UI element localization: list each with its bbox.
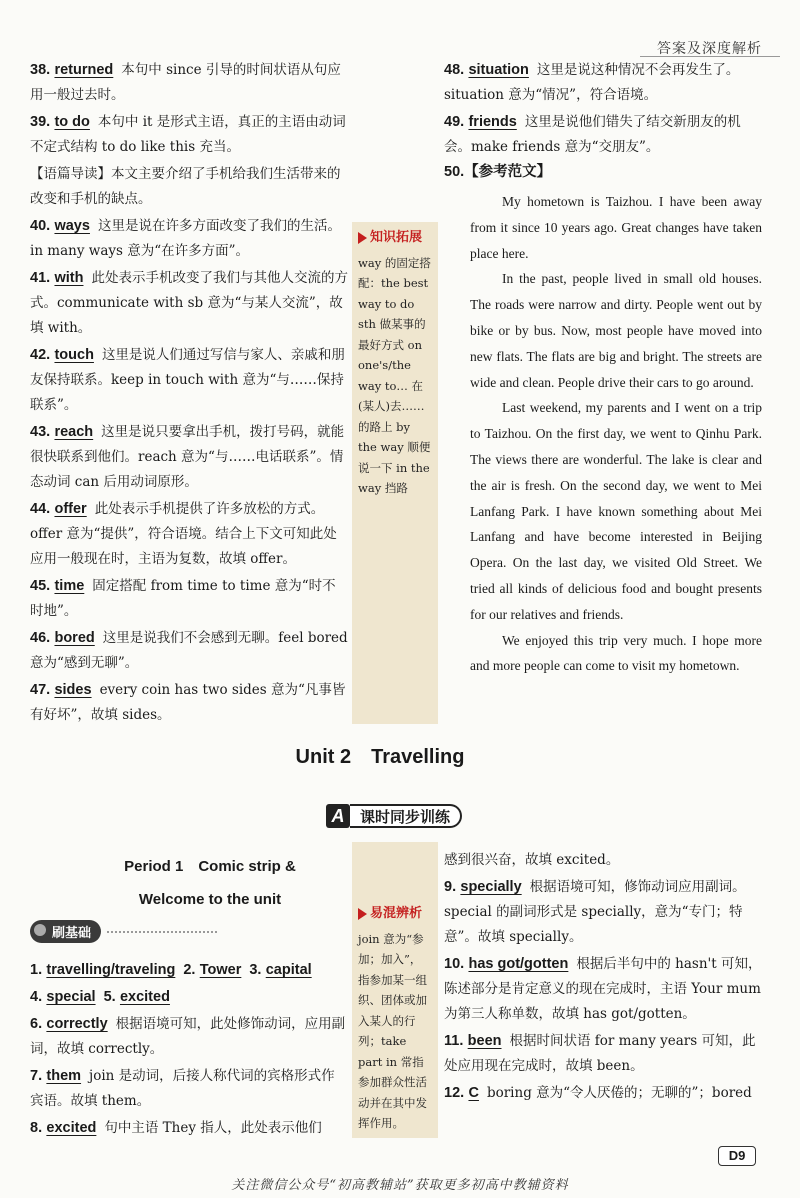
right-top-column bbox=[444, 58, 762, 162]
section-badge bbox=[326, 803, 462, 829]
explanation: 本句中 since 引导的时间状语从句应用一般过去时。 bbox=[30, 62, 341, 103]
answer-item bbox=[30, 958, 348, 983]
item-number: 39. bbox=[30, 114, 51, 130]
explanation: 根据语境可知，修饰动词应用副词。special 的副词形式是 specially，意为“专门；特意”。故填 specially。 bbox=[444, 879, 746, 945]
item-number: 38. bbox=[30, 62, 51, 78]
explanation: every coin has two sides 意为“凡事皆有好坏”，故填 sides。 bbox=[30, 682, 346, 723]
item-number: 4. bbox=[30, 989, 43, 1005]
knowledge-sidebar bbox=[352, 222, 438, 724]
right-bottom-column bbox=[444, 848, 762, 1108]
arrow-icon bbox=[358, 908, 367, 920]
footer-note: 关注微信公众号“初高教辅站”获取更多初高中教辅资料 bbox=[231, 1178, 569, 1193]
sidebar-text: way 的固定搭配：the best way to do sth 做某事的最好方式 on one's/the way to… 在(某人)去……的路上 by the way 顺便说一下 in the way 挡路 bbox=[358, 255, 431, 495]
sidebar-title: 易混辨析 bbox=[370, 906, 423, 921]
essay-paragraph: We enjoyed this trip very much. I hope more and more people can come to visit my hometown. bbox=[470, 632, 762, 674]
item-number: 1. bbox=[30, 962, 43, 978]
badge-text: 课时同步训练 bbox=[350, 804, 462, 828]
answer-word: offer bbox=[54, 501, 87, 517]
explanation: 根据语境可知，此处修饰动词，应用副词，故填 correctly。 bbox=[30, 1016, 346, 1057]
explanation: 句中主语 They 指人，此处表示他们 bbox=[104, 1120, 322, 1136]
item-number: 7. bbox=[30, 1068, 43, 1084]
item-number: 47. bbox=[30, 682, 51, 698]
item-number: 40. bbox=[30, 218, 51, 234]
answer-item bbox=[30, 1116, 348, 1141]
answer-word: been bbox=[467, 1033, 502, 1049]
item-number: 42. bbox=[30, 347, 51, 363]
page-number: D9 bbox=[718, 1146, 756, 1166]
essay-paragraph: Last weekend, my parents and I went on a trip to Taizhou. On the first day, we went to Qinhu Park. The views there are wonderful. The lake is clear and the air is fresh. On the second day, we went to Mei Lanfang Park. I have known something about Mei Lanfang and have become interested in Beijing Opera. On the last day, we visited Old Street. We tried all kinds of delicious food and bought presents for our relatives and friends. bbox=[470, 400, 762, 622]
item-number: 9. bbox=[444, 879, 457, 895]
essay-body bbox=[470, 189, 762, 679]
essay-paragraph: My hometown is Taizhou. I have been away from it since 10 years ago. Great changes have taken place here. bbox=[470, 194, 762, 261]
answer-word: C bbox=[468, 1085, 479, 1101]
answer-item bbox=[30, 497, 348, 572]
section-tag-label: 刷基础 bbox=[30, 920, 101, 943]
answer-word: excited bbox=[46, 1120, 97, 1136]
answer-item bbox=[30, 985, 348, 1010]
answer-word: sides bbox=[54, 682, 92, 698]
explanation: boring 意为“令人厌倦的；无聊的”；bored bbox=[486, 1085, 752, 1101]
item-number: 45. bbox=[30, 578, 51, 594]
answer-item bbox=[444, 848, 762, 873]
answer-item bbox=[30, 266, 348, 341]
answer-item bbox=[30, 110, 348, 160]
answer-word: travelling/traveling bbox=[46, 962, 176, 978]
answer-item bbox=[30, 1064, 348, 1114]
answer-word: excited bbox=[119, 989, 170, 1005]
explanation: 这里是说在许多方面改变了我们的生活。in many ways 意为“在许多方面”。 bbox=[30, 218, 341, 259]
item-number: 3. bbox=[249, 962, 262, 978]
left-top-column bbox=[30, 58, 348, 730]
answer-word: returned bbox=[54, 62, 114, 78]
explanation: 这里是说这种情况不会再发生了。situation 意为“情况”，符合语境。 bbox=[444, 62, 740, 103]
item-number: 2. bbox=[183, 962, 196, 978]
answer-item bbox=[444, 58, 762, 108]
answer-word: Tower bbox=[199, 962, 242, 978]
item-number: 41. bbox=[30, 270, 51, 286]
answer-word: time bbox=[54, 578, 85, 594]
period-heading bbox=[70, 850, 350, 916]
explanation: 这里是说我们不会感到无聊。feel bored 意为“感到无聊”。 bbox=[30, 630, 348, 671]
section-tag bbox=[30, 920, 217, 943]
answer-word: to do bbox=[54, 114, 90, 130]
essay-block bbox=[444, 160, 762, 679]
item-number: 44. bbox=[30, 501, 51, 517]
header-label: 答案及深度解析 bbox=[657, 41, 762, 57]
item-number: 10. bbox=[444, 956, 465, 972]
divider bbox=[107, 931, 217, 933]
period-line-1: Period 1 Comic strip & bbox=[124, 858, 296, 875]
explanation: 这里是说只要拿出手机，拨打号码，就能很快联系到他们。reach 意为“与……电话联系”。情态动词 can 后用动词原形。 bbox=[30, 424, 345, 490]
answer-item bbox=[30, 214, 348, 264]
answer-word: friends bbox=[468, 114, 517, 130]
left-bottom-column bbox=[30, 958, 348, 1143]
answer-item bbox=[30, 420, 348, 495]
answer-item bbox=[30, 1012, 348, 1062]
answer-word: with bbox=[54, 270, 84, 286]
answer-item bbox=[30, 678, 348, 728]
answer-word: reach bbox=[54, 424, 94, 440]
answer-item bbox=[444, 952, 762, 1027]
essay-label: 【参考范文】 bbox=[464, 164, 552, 180]
item-number: 6. bbox=[30, 1016, 43, 1032]
answer-item bbox=[444, 875, 762, 950]
item-number: 50. bbox=[444, 164, 465, 180]
unit-topic: Travelling bbox=[371, 746, 465, 768]
answer-item bbox=[30, 626, 348, 676]
sidebar-text: join 意为“参加；加入”，指参加某一组织、团体或加入某人的行列；take part in 常指参加群众性活动并在其中发挥作用。 bbox=[358, 931, 427, 1130]
sidebar-title: 知识拓展 bbox=[370, 230, 423, 245]
answer-word: specially bbox=[460, 879, 522, 895]
explanation: 这里是说人们通过写信与家人、亲戚和朋友保持联系。keep in touch with 意为“与……保持联系”。 bbox=[30, 347, 345, 413]
answer-word: situation bbox=[468, 62, 529, 78]
period-line-2: Welcome to the unit bbox=[138, 891, 282, 908]
explanation: 此处表示手机改变了我们与其他人交流的方式。communicate with sb 意为“与某人交流”，故填 with。 bbox=[30, 270, 348, 336]
explanation: 根据时间状语 for many years 可知，此处应用现在完成时，故填 been。 bbox=[444, 1033, 756, 1074]
explanation: 根据后半句中的 hasn't 可知，陈述部分是肯定意义的现在完成时，主语 Your mum 为第三人称单数，故填 has got/gotten。 bbox=[444, 956, 762, 1022]
item-number: 49. bbox=[444, 114, 465, 130]
answer-item bbox=[30, 162, 348, 212]
unit-name: Unit 2 bbox=[295, 746, 352, 768]
arrow-icon bbox=[358, 232, 367, 244]
item-number: 11. bbox=[444, 1033, 464, 1049]
unit-title bbox=[0, 746, 760, 769]
answer-item bbox=[30, 343, 348, 418]
item-number: 43. bbox=[30, 424, 51, 440]
answer-word: bored bbox=[54, 630, 95, 646]
answer-word: them bbox=[46, 1068, 82, 1084]
badge-letter: A bbox=[326, 804, 350, 828]
answer-item bbox=[444, 1029, 762, 1079]
item-number: 8. bbox=[30, 1120, 43, 1136]
answer-word: capital bbox=[265, 962, 312, 978]
answer-word: special bbox=[46, 989, 96, 1005]
answer-word: touch bbox=[54, 347, 94, 363]
explanation: join 是动词，后接人称代词的宾格形式作宾语。故填 them。 bbox=[30, 1068, 335, 1109]
explanation: 感到很兴奋，故填 excited。 bbox=[444, 852, 620, 868]
explanation: 本句中 it 是形式主语，真正的主语由动词不定式结构 to do like this 充当。 bbox=[30, 114, 346, 155]
answer-item bbox=[444, 1081, 762, 1106]
explanation: 此处表示手机提供了许多放松的方式。offer 意为“提供”，符合语境。结合上下文可知此处应用一般现在时，主语为复数，故填 offer。 bbox=[30, 501, 337, 567]
answer-word: has got/gotten bbox=[468, 956, 569, 972]
answer-word: ways bbox=[54, 218, 90, 234]
confusion-sidebar bbox=[352, 842, 438, 1138]
item-number: 46. bbox=[30, 630, 51, 646]
explanation: 【语篇导读】本文主要介绍了手机给我们生活带来的改变和手机的缺点。 bbox=[30, 166, 341, 207]
answer-item bbox=[444, 110, 762, 160]
item-number: 5. bbox=[103, 989, 116, 1005]
explanation: 这里是说他们错失了结交新朋友的机会。make friends 意为“交朋友”。 bbox=[444, 114, 741, 155]
answer-item bbox=[30, 574, 348, 624]
item-number: 12. bbox=[444, 1085, 465, 1101]
explanation: 固定搭配 from time to time 意为“时不时地”。 bbox=[30, 578, 336, 619]
essay-paragraph: In the past, people lived in small old houses. The roads were narrow and dirty. People went out by bike or by bus. Now, most people have moved into new flats. The flats are big and bright. The streets are wide and clean. People drive their cars to go around. bbox=[470, 271, 762, 390]
item-number: 48. bbox=[444, 62, 465, 78]
answer-item bbox=[30, 58, 348, 108]
header-rule bbox=[640, 56, 780, 57]
answer-word: correctly bbox=[46, 1016, 108, 1032]
